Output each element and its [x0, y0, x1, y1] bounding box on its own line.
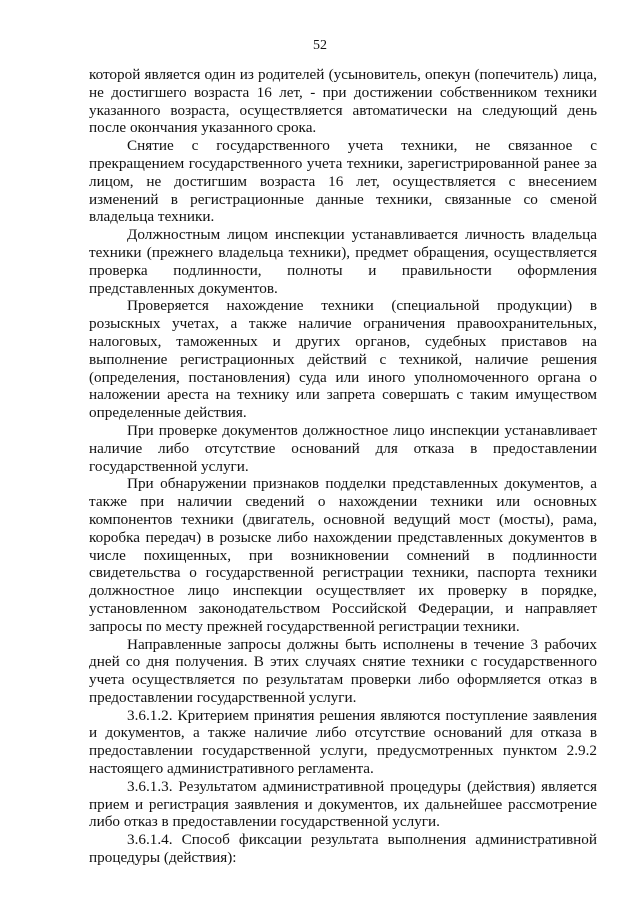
paragraph: Проверяется нахождение техники (специальной продукции) в розыскных учетах, а также наличие ограничения правоохранительных, налоговых, таможенных и других органов, судебных приставов на выполнение регистрационных действий с техникой, наличие решения (определения, постановления) суда или иного уполномоченного органа о наложении ареста на технику или запрета совершать с таким имуществом определенные действия.: [89, 297, 597, 422]
paragraph: которой является один из родителей (усыновитель, опекун (попечитель) лица, не достигшего возраста 16 лет, - при достижении собственником техники указанного возраста, осуществляется автоматически на следующий день после окончания указанного срока.: [89, 66, 597, 137]
body-text: [89, 66, 597, 867]
paragraph: 3.6.1.2. Критерием принятия решения являются поступление заявления и документов, а также наличие либо отсутствие оснований для отказа в предоставлении государственной услуги, предусмотренных пунктом 2.9.2 настоящего административного регламента.: [89, 706, 597, 778]
paragraph: Направленные запросы должны быть исполнены в течение 3 рабочих дней со дня получения. В этих случаях снятие техники с государственного учета осуществляется по результатам проверки либо оформляется отказ в предоставлении государственной услуги.: [89, 635, 597, 706]
paragraph: При обнаружении признаков подделки представленных документов, а также при наличии сведений о нахождении техники или основных компонентов техники (двигатель, основной ведущий мост (мосты), рама, коробка передач) в розыске либо нахождении представленных документов в числе похищенных, при возникновении сомнений в подлинности свидетельства о государственной регистрации техники, паспорта техники должностное лицо инспекции осуществляет их проверку в порядке, установленном законодательством Российской Федерации, и направляет запросы по месту прежней государственной регистрации техники.: [89, 475, 597, 635]
paragraph: 3.6.1.4. Способ фиксации результата выполнения административной процедуры (действия):: [89, 831, 597, 867]
paragraph: Снятие с государственного учета техники, не связанное с прекращением государственного учета техники, зарегистрированной ранее за лицом, не достигшим возраста 16 лет, осуществляется с внесением изменений в регистрационные данные техники, связанные со сменой владельца техники.: [89, 137, 597, 226]
paragraph: 3.6.1.3. Результатом административной процедуры (действия) является прием и регистрация заявления и документов, их дальнейшее рассмотрение либо отказ в предоставлении государственной услуги.: [89, 777, 597, 831]
paragraph: При проверке документов должностное лицо инспекции устанавливает наличие либо отсутствие оснований для отказа в предоставлении государственной услуги.: [89, 421, 597, 475]
page-number: 52: [313, 38, 327, 53]
paragraph: Должностным лицом инспекции устанавливается личность владельца техники (прежнего владельца техники), предмет обращения, осуществляется проверка подлинности, полноты и правильности оформления представленных документов.: [89, 226, 597, 297]
